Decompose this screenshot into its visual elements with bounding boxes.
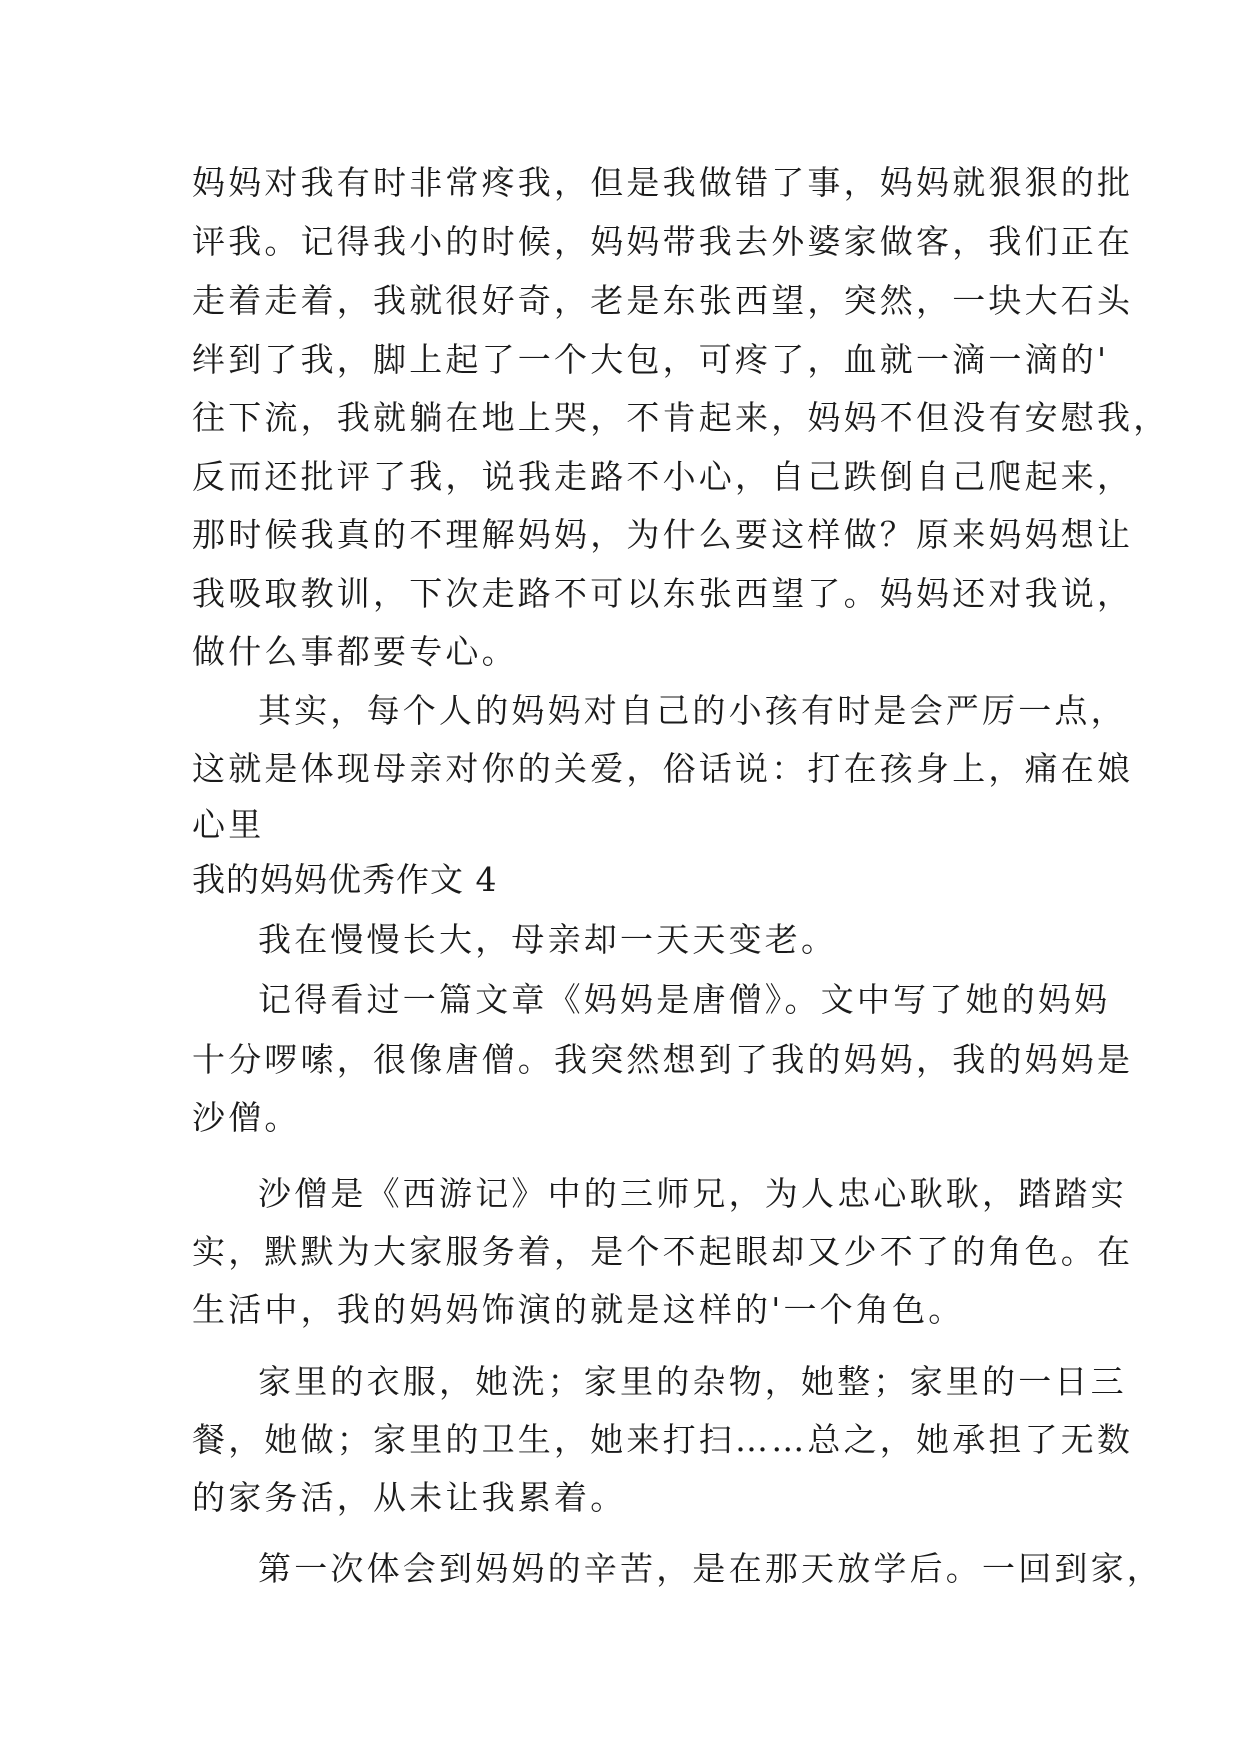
text-line: 的家务活，从未让我累着。	[192, 1478, 627, 1517]
text-line: 十分啰嗦，很像唐僧。我突然想到了我的妈妈，我的妈妈是	[192, 1040, 1134, 1079]
text-line: 绊到了我，脚上起了一个大包，可疼了，血就一滴一滴的'	[192, 340, 1110, 379]
text-line: 做什么事都要专心。	[192, 632, 518, 671]
text-line: 反而还批评了我，说我走路不小心，自己跌倒自己爬起来，	[192, 457, 1134, 496]
text-line: 我吸取教训，下次走路不可以东张西望了。妈妈还对我说，	[192, 574, 1134, 613]
text-line: 生活中，我的妈妈饰演的就是这样的'一个角色。	[192, 1290, 965, 1329]
text-line: 我在慢慢长大，母亲却一天天变老。	[258, 920, 838, 959]
text-line: 家里的衣服，她洗；家里的杂物，她整；家里的一日三	[258, 1362, 1127, 1401]
section-heading: 我的妈妈优秀作文 4	[192, 860, 498, 899]
text-line: 心里	[192, 805, 265, 844]
text-line: 这就是体现母亲对你的关爱，俗话说：打在孩身上，痛在娘	[192, 749, 1134, 788]
text-line: 评我。记得我小的时候，妈妈带我去外婆家做客，我们正在	[192, 222, 1134, 261]
text-line: 沙僧是《西游记》中的三师兄，为人忠心耿耿，踏踏实	[258, 1174, 1127, 1213]
text-line: 记得看过一篇文章《妈妈是唐僧》。文中写了她的妈妈	[258, 980, 1111, 1019]
text-line: 沙僧。	[192, 1098, 301, 1137]
text-line: 那时候我真的不理解妈妈，为什么要这样做？原来妈妈想让	[192, 515, 1134, 554]
text-line: 第一次体会到妈妈的辛苦，是在那天放学后。一回到家，	[258, 1549, 1163, 1588]
text-line: 其实，每个人的妈妈对自己的小孩有时是会严厉一点，	[258, 691, 1127, 730]
text-line: 实，默默为大家服务着，是个不起眼却又少不了的角色。在	[192, 1232, 1134, 1271]
text-line: 走着走着，我就很好奇，老是东张西望，突然，一块大石头	[192, 281, 1134, 320]
text-line: 妈妈对我有时非常疼我，但是我做错了事，妈妈就狠狠的批	[192, 163, 1134, 202]
text-line: 往下流，我就躺在地上哭，不肯起来，妈妈不但没有安慰我，	[192, 398, 1170, 437]
text-line: 餐，她做；家里的卫生，她来打扫……总之，她承担了无数	[192, 1420, 1134, 1459]
